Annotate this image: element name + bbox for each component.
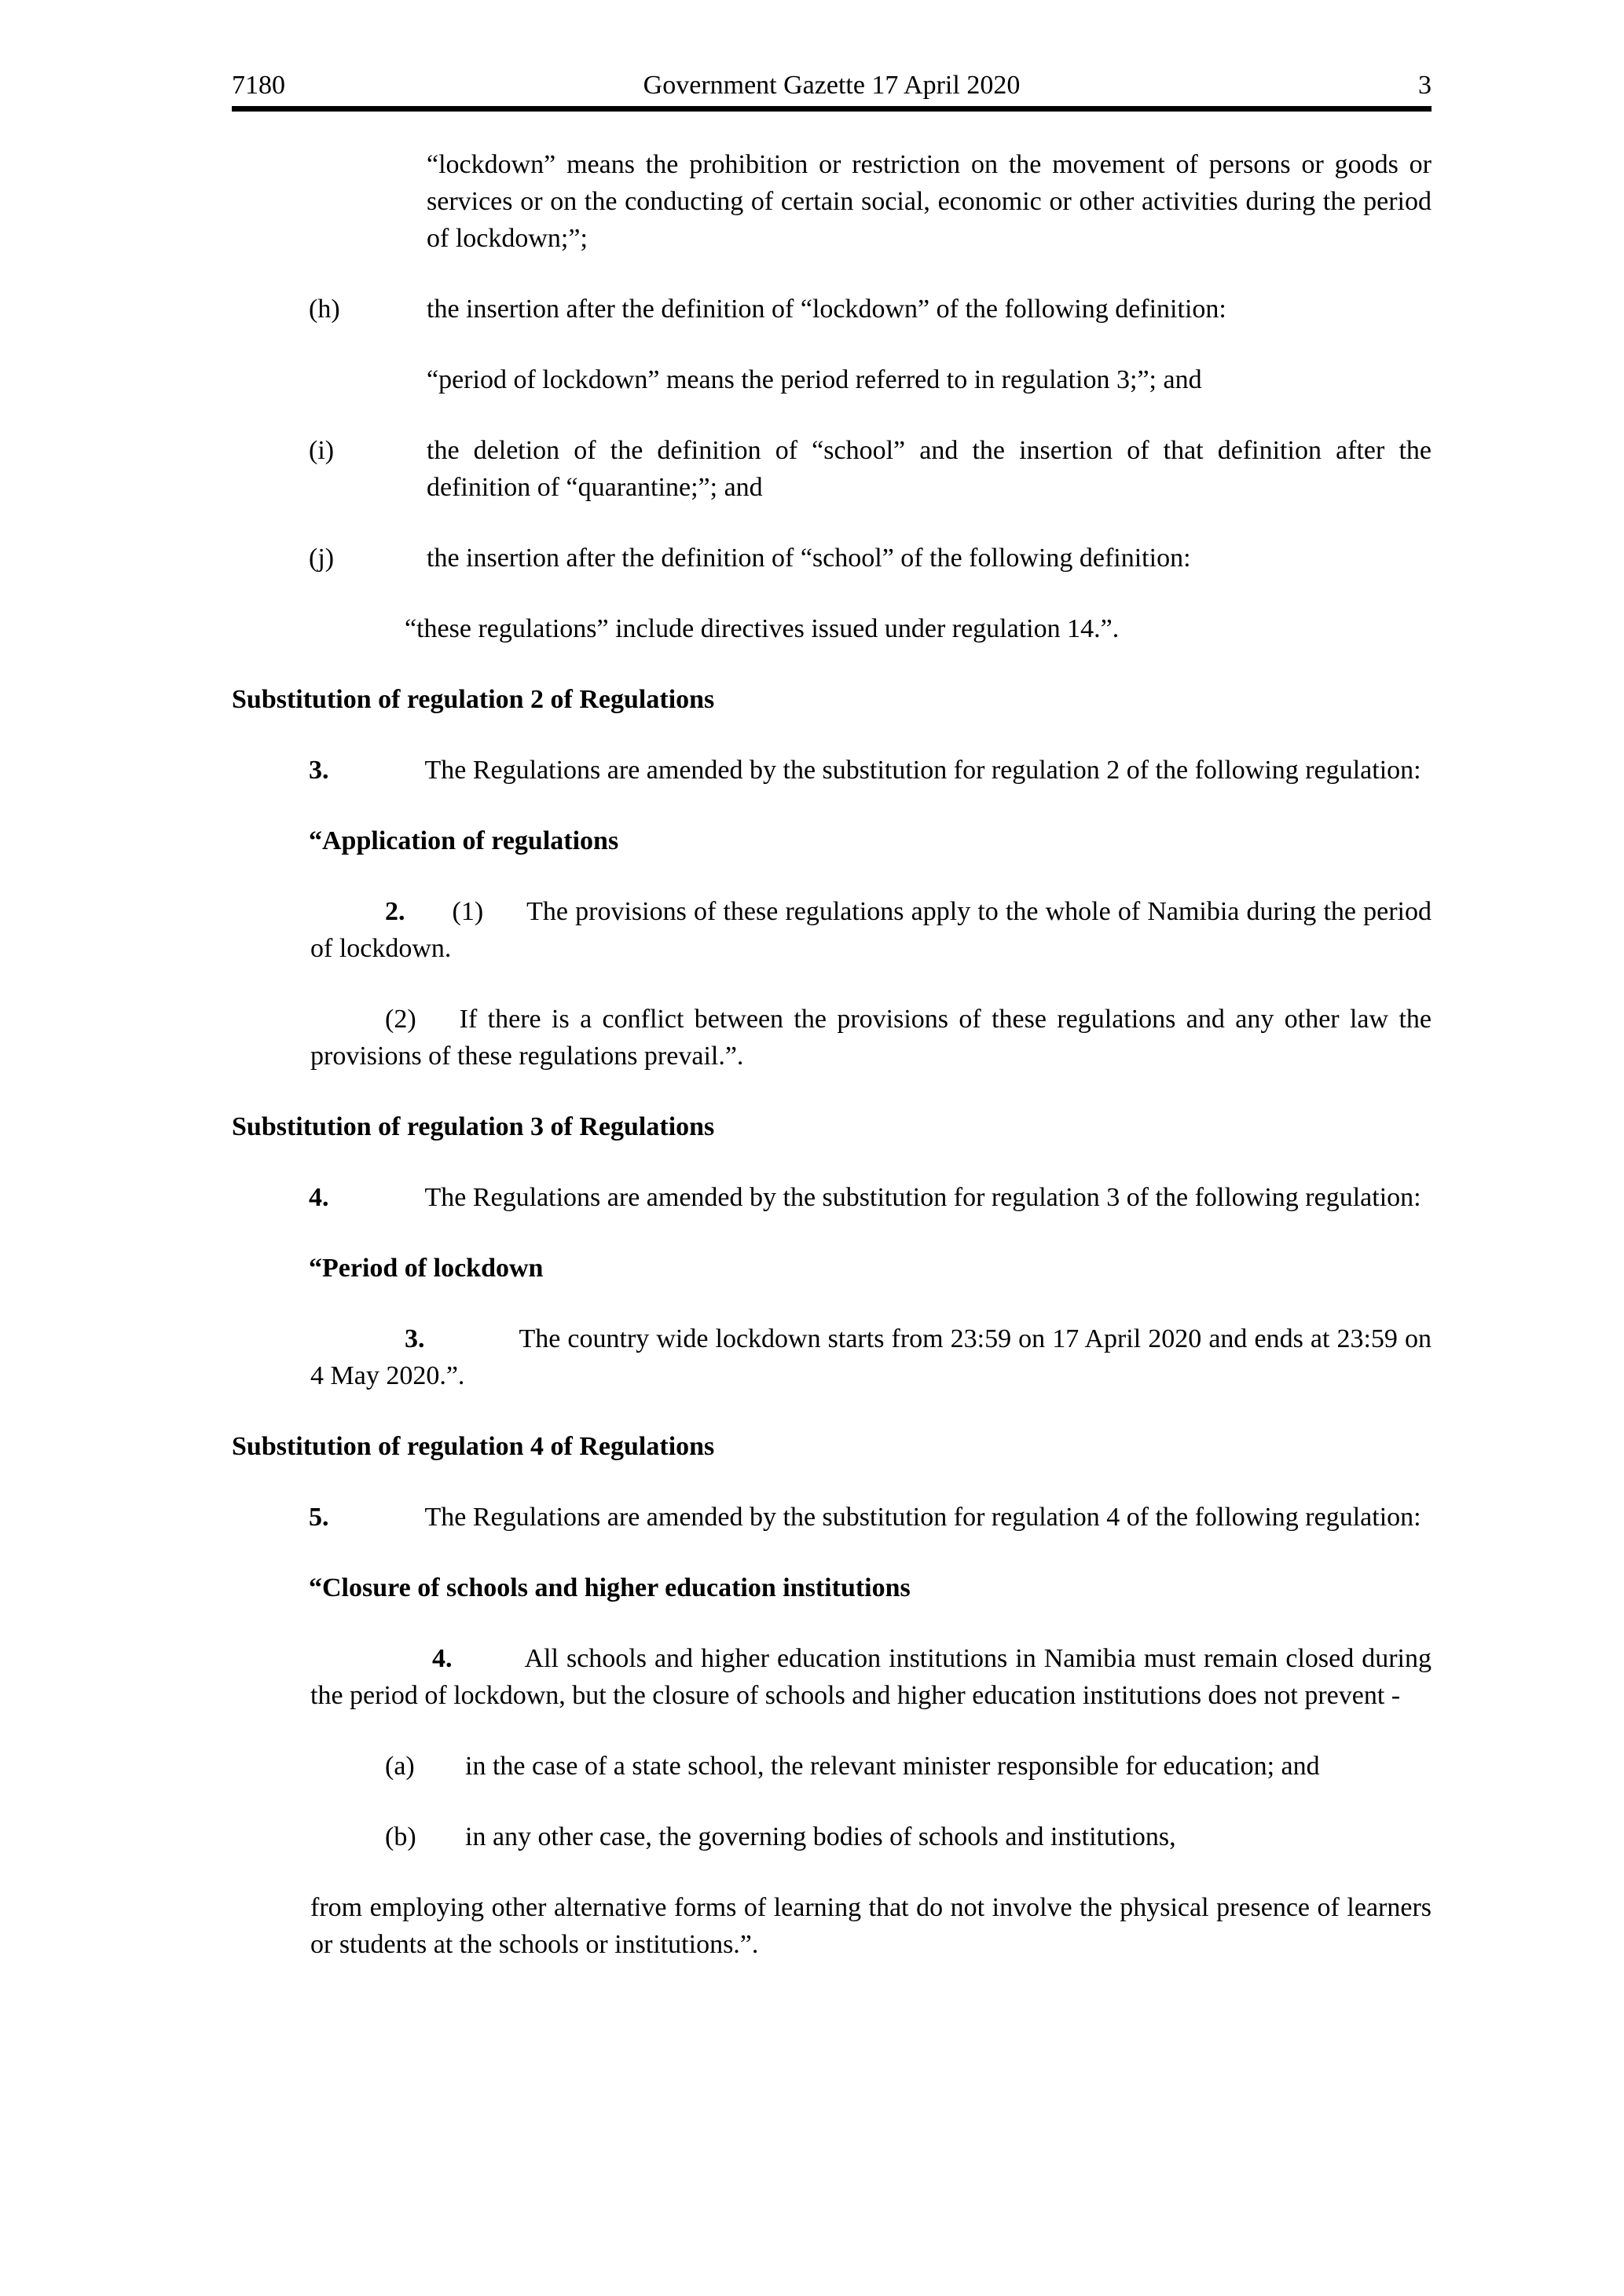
page-number: 3 (1418, 71, 1432, 100)
regulation-heading-application: “Application of regulations (309, 826, 619, 855)
tab-spacer (405, 919, 453, 920)
subsection-1-label: (1) (452, 897, 484, 926)
item-j-label: (j) (309, 544, 335, 573)
regulation-3-text: The country wide lockdown starts from 23:59 on 17 April 2020 and ends at 23:59 on 4 May 2020.”. (310, 1324, 1432, 1390)
list-item-i (309, 432, 1432, 506)
item-i-label: (i) (309, 436, 335, 465)
subsection-2-label: (2) (385, 1005, 416, 1034)
section-heading-substitution-reg4: Substitution of regulation 4 of Regulations (232, 1432, 715, 1461)
regulation-2-subsection-1 (310, 893, 1432, 967)
paragraph-5-text: The Regulations are amended by the substitution for regulation 4 of the following regulation: (424, 1503, 1421, 1532)
subsection-1-text: The provisions of these regulations apply to the whole of Namibia during the period of lockdown. (310, 897, 1432, 963)
tab-spacer (425, 1346, 519, 1347)
paragraph-3-number: 3. (309, 756, 329, 785)
regulation-heading-closure: “Closure of schools and higher education institutions (309, 1573, 911, 1602)
list-item-a (385, 1748, 1432, 1785)
tab-spacer (483, 919, 526, 920)
list-item-b (385, 1818, 1432, 1855)
item-h-label: (h) (309, 295, 340, 324)
tab-spacer (329, 1205, 425, 1206)
regulation-4-text-block (310, 1640, 1432, 1714)
list-item-j (309, 540, 1432, 577)
regulation-2-number: 2. (385, 897, 405, 926)
paragraph-4-text: The Regulations are amended by the substitution for regulation 3 of the following regulation: (424, 1183, 1421, 1212)
paragraph-5 (232, 1499, 1432, 1536)
paragraph-3-text: The Regulations are amended by the substitution for regulation 2 of the following regulation: (424, 756, 1421, 785)
tab-spacer (453, 1666, 525, 1667)
gazette-number: 7180 (232, 71, 285, 100)
header-rule (232, 106, 1432, 112)
regulation-4-text: All schools and higher education institutions in Namibia must remain closed during the period of lockdown, but the closure of schools and higher education institutions does not prevent - (310, 1644, 1432, 1710)
item-h-text: the insertion after the definition of “lockdown” of the following definition: (427, 295, 1226, 324)
subsection-2-text: If there is a conflict between the provisions of these regulations and any other law the provisions of these regulations prevail.”. (310, 1005, 1432, 1071)
section-heading-substitution-reg2: Substitution of regulation 2 of Regulations (232, 685, 715, 714)
regulation-3-number: 3. (405, 1324, 425, 1353)
regulation-heading-period: “Period of lockdown (309, 1254, 544, 1283)
item-j-text: the insertion after the definition of “school” of the following definition: (427, 544, 1191, 573)
closing-paragraph: from employing other alternative forms of learning that do not involve the physical presence of learners or students at the schools or institutions.”. (310, 1893, 1432, 1959)
item-a-text: in the case of a state school, the relevant minister responsible for education; and (465, 1752, 1320, 1781)
list-item-h (309, 291, 1432, 328)
document-body (232, 112, 1432, 1963)
paragraph-4 (232, 1179, 1432, 1216)
item-a-label: (a) (385, 1752, 415, 1781)
paragraph-3 (232, 752, 1432, 789)
paragraph-4-number: 4. (309, 1183, 329, 1212)
item-b-text: in any other case, the governing bodies of schools and institutions, (465, 1822, 1176, 1851)
item-i-text: the deletion of the definition of “school” and the insertion of that definition after the definition of “quarantine;”; and (427, 436, 1432, 502)
definition-lockdown: “lockdown” means the prohibition or restriction on the movement of persons or goods or services or on the conducting of certain social, economic or other activities during the period of lockdown;”; (427, 150, 1432, 253)
regulation-2-subsection-2 (310, 1001, 1432, 1075)
definition-period-of-lockdown: “period of lockdown” means the period referred to in regulation 3;”; and (427, 365, 1202, 394)
paragraph-5-number: 5. (309, 1503, 329, 1532)
header-title: Government Gazette 17 April 2020 (643, 71, 1021, 100)
regulation-4-number: 4. (432, 1644, 453, 1673)
item-b-label: (b) (385, 1822, 416, 1851)
page-header (232, 0, 1432, 104)
section-heading-substitution-reg3: Substitution of regulation 3 of Regulations (232, 1112, 715, 1141)
definition-these-regulations: “these regulations” include directives issued under regulation 14.”. (405, 614, 1120, 643)
regulation-3-text-block (310, 1320, 1432, 1394)
